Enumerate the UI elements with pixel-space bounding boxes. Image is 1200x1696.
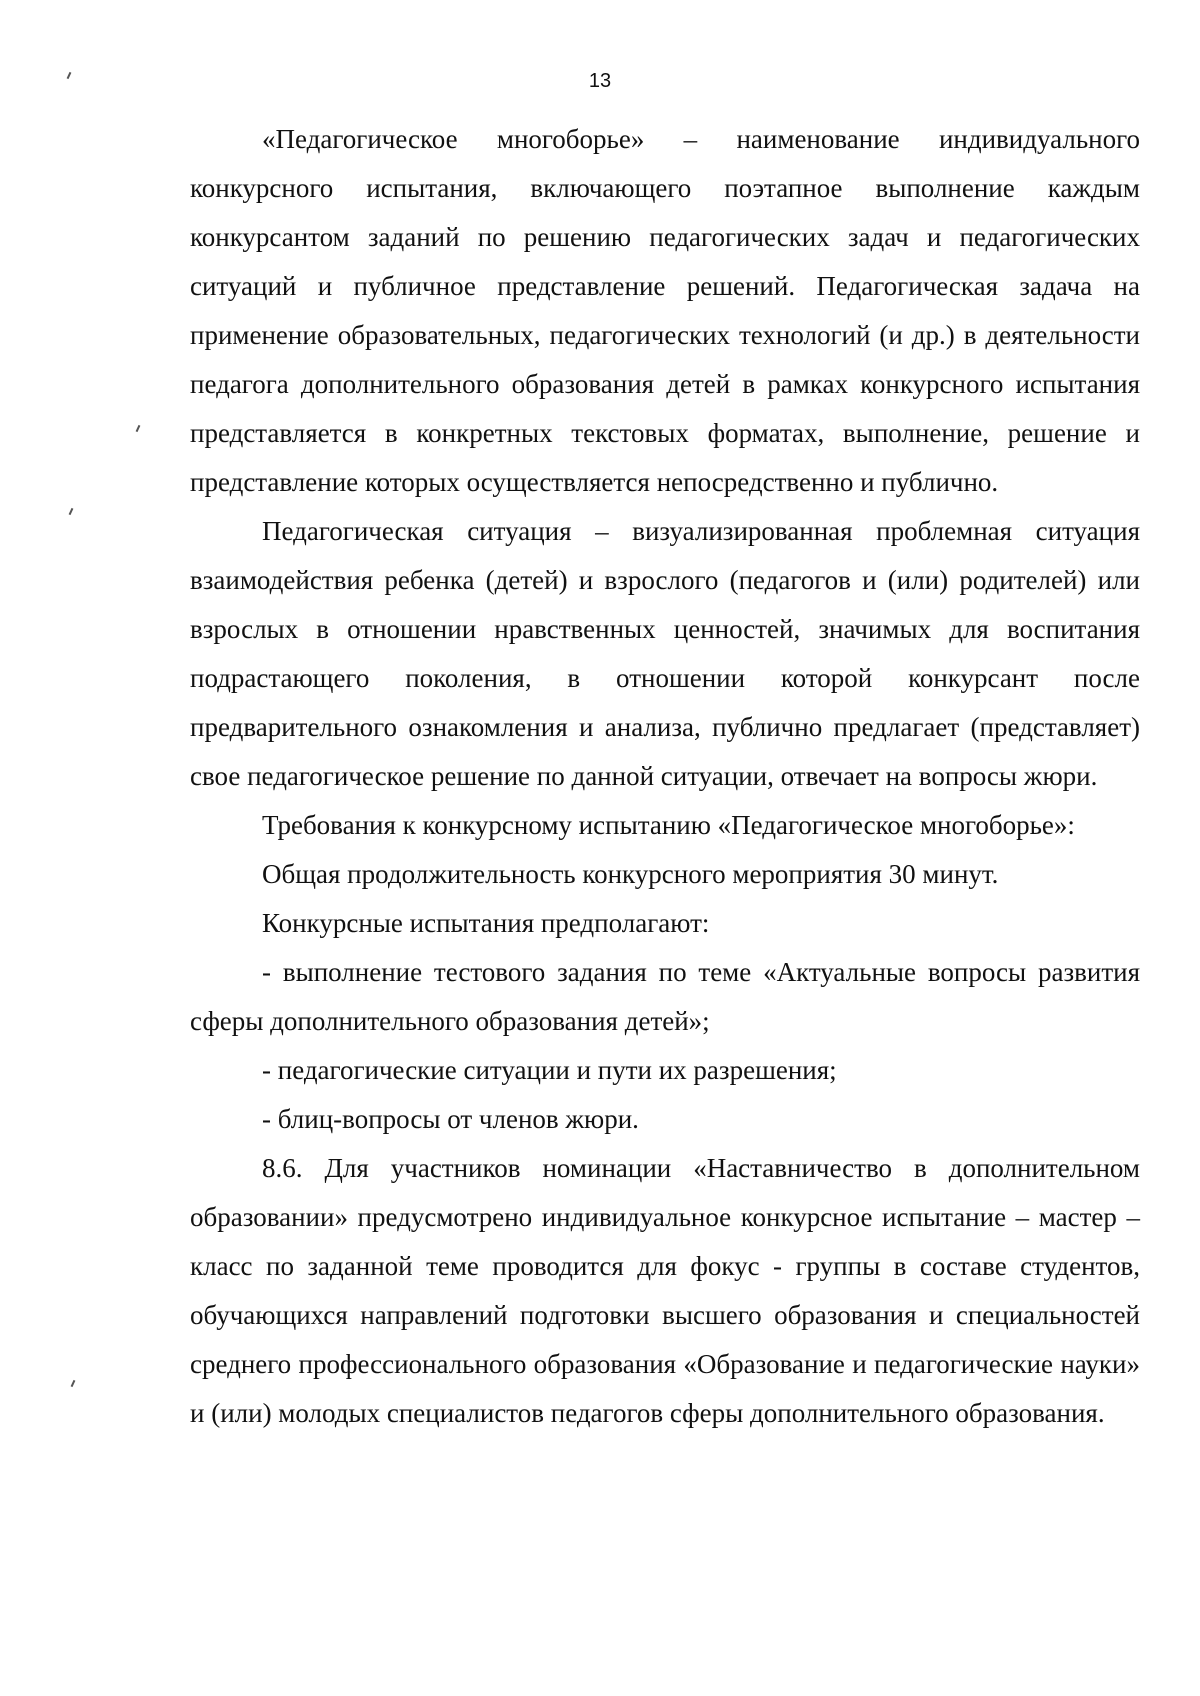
document-body (190, 115, 1140, 1438)
list-item-situations: - педагогические ситуации и пути их разрешения; (262, 1055, 837, 1085)
page-number: 13 (588, 70, 612, 92)
scan-mark (71, 1380, 76, 1387)
paragraph-requirements: Требования к конкурсному испытанию «Педагогическое многоборье»: (262, 810, 1075, 840)
paragraph-section-8-6: 8.6. Для участников номинации «Наставничество в дополнительном образовании» предусмотрено индивидуальное конкурсное испытание – мастер – класс по заданной теме проводится для фокус - группы в составе студентов, обучающихся направлений подготовки высшего образования и специальностей среднего профессионального образования «Образование и педагогические науки» и (или) молодых специалистов педагогов сферы дополнительного образования. (190, 1153, 1140, 1428)
scan-mark (69, 508, 74, 515)
paragraph-tests-include: Конкурсные испытания предполагают: (262, 908, 710, 938)
list-item-blitz-questions: - блиц-вопросы от членов жюри. (262, 1104, 639, 1134)
paragraph-pedagogical-multisport: «Педагогическое многоборье» – наименование индивидуального конкурсного испытания, включающего поэтапное выполнение каждым конкурсантом заданий по решению педагогических задач и педагогических ситуаций и публичное представление решений. Педагогическая задача на применение образовательных, педагогических технологий (и др.) в деятельности педагога дополнительного образования детей в рамках конкурсного испытания представляется в конкретных текстовых форматах, выполнение, решение и представление которых осуществляется непосредственно и публично. (190, 124, 1140, 497)
paragraph-pedagogical-situation: Педагогическая ситуация – визуализированная проблемная ситуация взаимодействия ребенка (детей) и взрослого (педагогов и (или) родителей) или взрослых в отношении нравственных ценностей, значимых для воспитания подрастающего поколения, в отношении которой конкурсант после предварительного ознакомления и анализа, публично предлагает (представляет) свое педагогическое решение по данной ситуации, отвечает на вопросы жюри. (190, 516, 1140, 791)
scan-mark (136, 425, 141, 432)
list-item-test-task: - выполнение тестового задания по теме «Актуальные вопросы развития сферы дополнительного образования детей»; (190, 957, 1140, 1036)
paragraph-duration: Общая продолжительность конкурсного мероприятия 30 минут. (262, 859, 999, 889)
